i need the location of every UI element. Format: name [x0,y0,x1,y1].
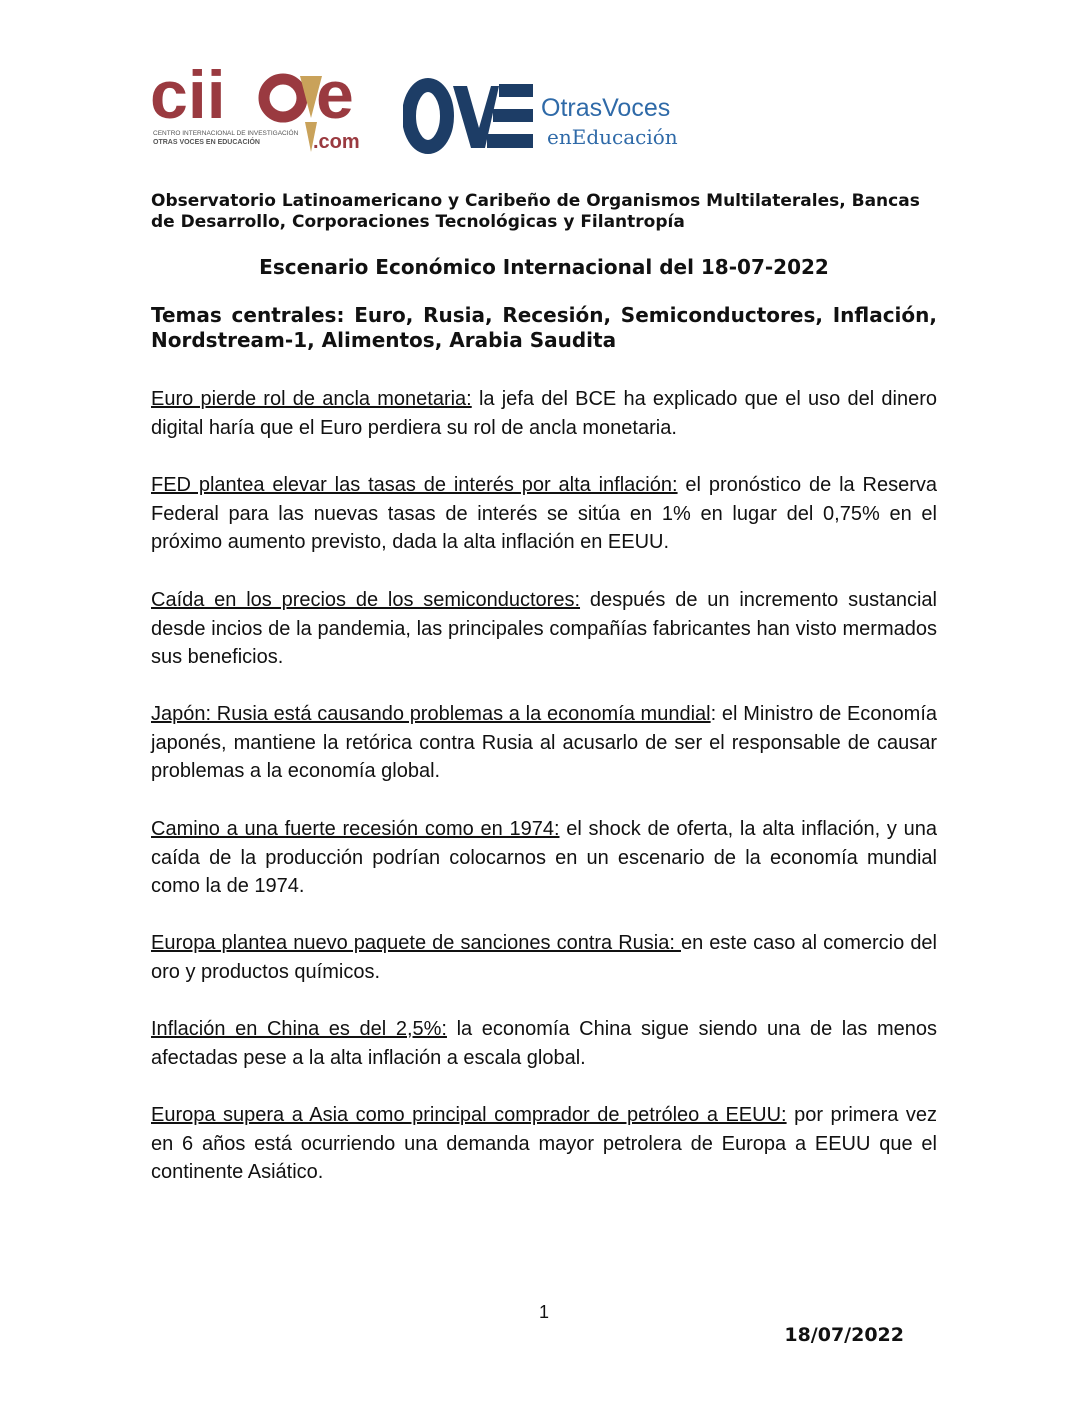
svg-text:OtrasVoces: OtrasVoces [541,94,671,122]
svg-text:cii: cii [150,60,226,133]
news-headline: Europa plantea nuevo paquete de sanciones contra Rusia: [151,932,681,954]
news-headline: Europa supera a Asia como principal comprador de petróleo a EEUU: [151,1104,787,1126]
news-headline: Euro pierde rol de ancla monetaria: [151,388,472,410]
news-headline: Inflación en China es del 2,5%: [151,1018,447,1040]
news-item [151,385,937,442]
svg-text:.com: .com [313,131,360,153]
news-body: el pronóstico de la Reserva Federal para las nuevas tasas de interés se sitúa en 1% en lugar del 0,75% en el próximo aumento previsto, dada la alta inflación en EEUU. [151,474,937,554]
svg-text:OTRAS VOCES EN EDUCACIÓN: OTRAS VOCES EN EDUCACIÓN [153,139,260,146]
news-item [151,815,937,901]
svg-text:e: e [316,60,354,133]
footer-date: 18/07/2022 [784,1324,904,1346]
svg-text:enEducación: enEducación [547,125,678,149]
news-item [151,929,937,986]
svg-text:CENTRO INTERNACIONAL DE INVEST: CENTRO INTERNACIONAL DE INVESTIGACIÓN [153,130,299,137]
news-item [151,700,937,786]
news-body: después de un incremento sustancial desde incios de la pandemia, las principales compañías fabricantes han visto mermados sus beneficios. [151,589,937,669]
page-number: 1 [538,1302,549,1322]
news-item [151,1015,937,1072]
news-headline: Caída en los precios de los semiconductores: [151,589,581,611]
news-item [151,1101,937,1187]
ciiove-logo [150,60,365,156]
news-item [151,471,937,557]
logos [150,60,710,160]
news-body: en este caso al comercio del oro y productos químicos. [151,932,938,983]
news-body: la economía China sigue siendo una de las menos afectadas pese a la alta inflación a escala global. [151,1018,938,1069]
news-body: la jefa del BCE ha explicado que el uso del dinero digital haría que el Euro perdiera su rol de ancla monetaria. [151,388,938,439]
news-item [151,586,937,672]
central-themes: Temas centrales: Euro, Rusia, Recesión, Semiconductores, Inflación, Nordstream-1, Alimentos, Arabia Saudita [151,303,937,352]
news-headline: FED plantea elevar las tasas de interés por alta inflación: [151,474,678,496]
observatory-heading: Observatorio Latinoamericano y Caribeño de Organismos Multilaterales, Bancas de Desarrollo, Corporaciones Tecnológicas y Filantropía [151,191,920,232]
news-headline: Camino a una fuerte recesión como en 1974: [151,818,560,840]
news-body: : el Ministro de Economía japonés, mantiene la retórica contra Rusia al acusarlo de ser el responsable de causar problemas a la economía global. [151,703,938,783]
news-headline: Japón: Rusia está causando problemas a la economía mundial [151,703,711,725]
news-body: por primera vez en 6 años está ocurriendo una demanda mayor petrolera de Europa a EEUU que el continente Asiático. [151,1104,937,1184]
news-body: el shock de oferta, la alta inflación, y una caída de la producción podrían colocarnos en un escenario de la economía mundial como la de 1974. [151,818,937,898]
ove-logo [403,78,703,158]
document-title: Escenario Económico Internacional del 18-07-2022 [259,255,829,279]
